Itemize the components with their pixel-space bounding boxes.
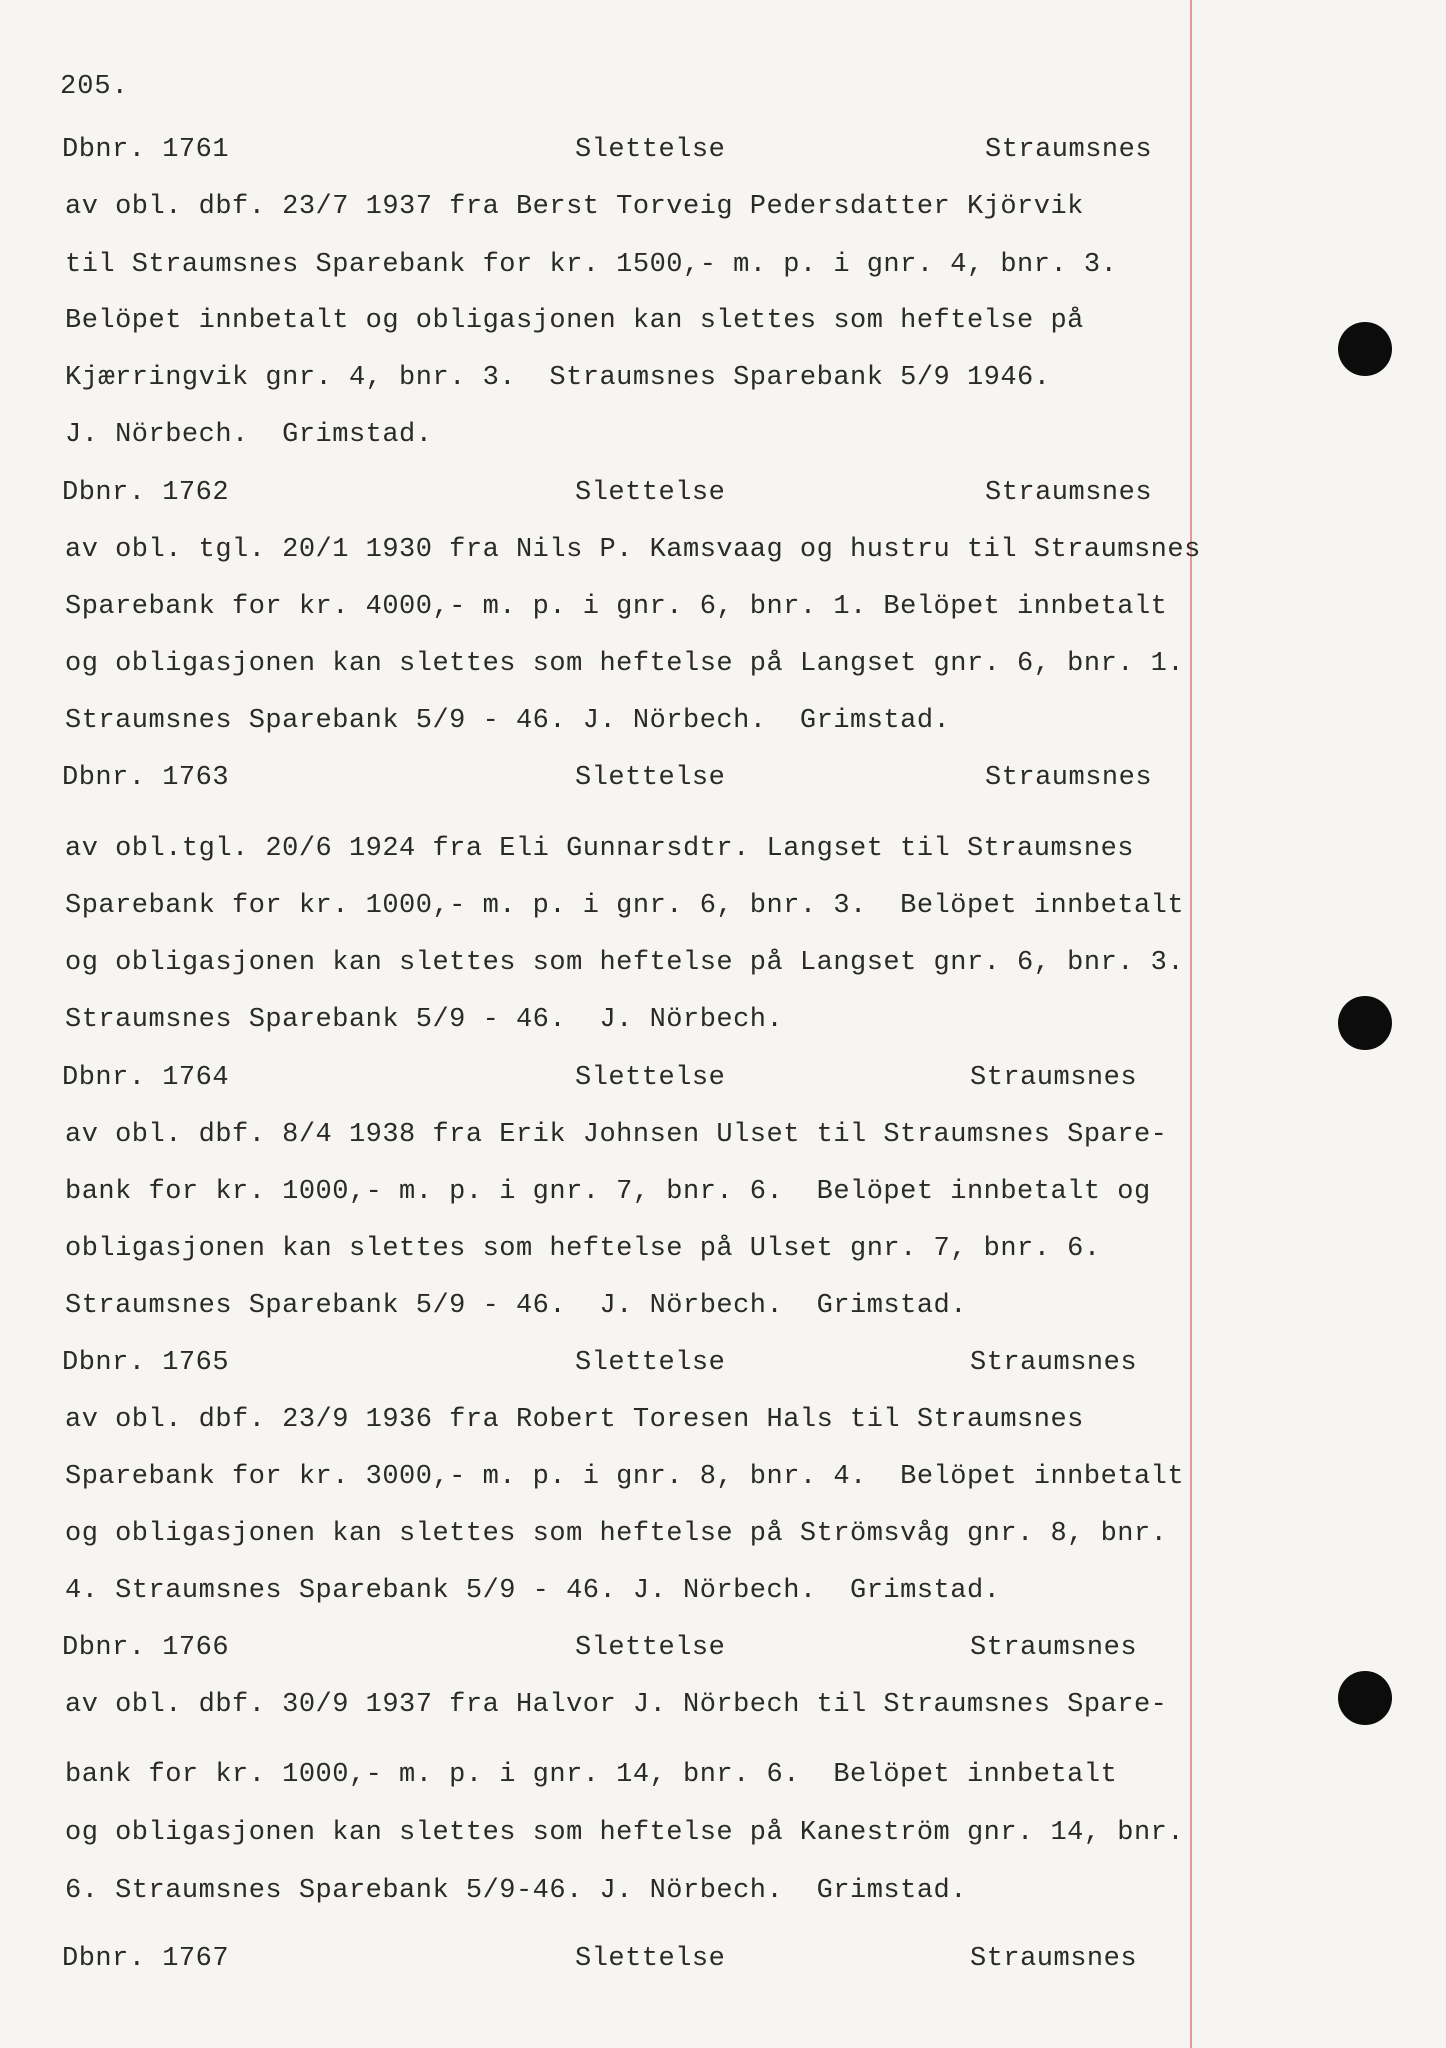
punch-hole-bottom bbox=[1338, 1671, 1392, 1725]
entry-place: Straumsnes bbox=[985, 135, 1153, 165]
entry-type: Slettelse bbox=[575, 478, 726, 508]
entry-place: Straumsnes bbox=[985, 478, 1153, 508]
entry-line: bank for kr. 1000,- m. p. i gnr. 7, bnr. 6. Belöpet innbetalt og bbox=[65, 1177, 1151, 1207]
entry-type: Slettelse bbox=[575, 1348, 726, 1378]
entry-dbnr: Dbnr. 1764 bbox=[62, 1063, 230, 1093]
entry-heading bbox=[0, 478, 1446, 518]
entry-dbnr: Dbnr. 1762 bbox=[62, 478, 230, 508]
entry-line: av obl. dbf. 23/7 1937 fra Berst Torveig Pedersdatter Kjörvik bbox=[65, 192, 1084, 222]
entry-place: Straumsnes bbox=[985, 763, 1153, 793]
entry-line: bank for kr. 1000,- m. p. i gnr. 14, bnr. 6. Belöpet innbetalt bbox=[65, 1760, 1118, 1790]
entry-type: Slettelse bbox=[575, 135, 726, 165]
entry-line: og obligasjonen kan slettes som heftelse på Kaneström gnr. 14, bnr. bbox=[65, 1818, 1185, 1848]
entry-line: 6. Straumsnes Sparebank 5/9-46. J. Nörbech. Grimstad. bbox=[65, 1876, 967, 1906]
punch-hole-middle bbox=[1338, 996, 1392, 1050]
entry-line: og obligasjonen kan slettes som heftelse på Langset gnr. 6, bnr. 1. bbox=[65, 649, 1185, 679]
entry-heading bbox=[0, 1063, 1446, 1103]
entry-line: J. Nörbech. Grimstad. bbox=[65, 420, 433, 450]
entry-line: Straumsnes Sparebank 5/9 - 46. J. Nörbech. Grimstad. bbox=[65, 1291, 967, 1321]
punch-hole-top bbox=[1338, 322, 1392, 376]
entry-place: Straumsnes bbox=[970, 1348, 1138, 1378]
entry-heading bbox=[0, 763, 1446, 803]
entry-place: Straumsnes bbox=[970, 1063, 1138, 1093]
entry-line: av obl. tgl. 20/1 1930 fra Nils P. Kamsvaag og hustru til Straumsnes bbox=[65, 535, 1201, 565]
entry-dbnr: Dbnr. 1765 bbox=[62, 1348, 230, 1378]
entry-line: Kjærringvik gnr. 4, bnr. 3. Straumsnes Sparebank 5/9 1946. bbox=[65, 363, 1051, 393]
entry-line: og obligasjonen kan slettes som heftelse på Langset gnr. 6, bnr. 3. bbox=[65, 948, 1185, 978]
entry-line: Sparebank for kr. 1000,- m. p. i gnr. 6, bnr. 3. Belöpet innbetalt bbox=[65, 891, 1185, 921]
entry-line: obligasjonen kan slettes som heftelse på Ulset gnr. 7, bnr. 6. bbox=[65, 1234, 1101, 1264]
entry-dbnr: Dbnr. 1763 bbox=[62, 763, 230, 793]
entry-type: Slettelse bbox=[575, 1944, 726, 1974]
entry-line: av obl. dbf. 30/9 1937 fra Halvor J. Nörbech til Straumsnes Spare- bbox=[65, 1690, 1168, 1720]
entry-line: til Straumsnes Sparebank for kr. 1500,- m. p. i gnr. 4, bnr. 3. bbox=[65, 250, 1118, 280]
entry-dbnr: Dbnr. 1767 bbox=[62, 1944, 230, 1974]
entry-place: Straumsnes bbox=[970, 1633, 1138, 1663]
entry-type: Slettelse bbox=[575, 1633, 726, 1663]
entry-line: Sparebank for kr. 3000,- m. p. i gnr. 8, bnr. 4. Belöpet innbetalt bbox=[65, 1462, 1185, 1492]
red-margin-line bbox=[1190, 0, 1192, 2048]
entry-line: og obligasjonen kan slettes som heftelse på Strömsvåg gnr. 8, bnr. bbox=[65, 1519, 1168, 1549]
entry-line: Sparebank for kr. 4000,- m. p. i gnr. 6, bnr. 1. Belöpet innbetalt bbox=[65, 592, 1168, 622]
entry-line: Straumsnes Sparebank 5/9 - 46. J. Nörbech. bbox=[65, 1005, 784, 1035]
entry-line: av obl. dbf. 23/9 1936 fra Robert Toresen Hals til Straumsnes bbox=[65, 1405, 1084, 1435]
entry-type: Slettelse bbox=[575, 763, 726, 793]
entry-line: av obl.tgl. 20/6 1924 fra Eli Gunnarsdtr. Langset til Straumsnes bbox=[65, 834, 1134, 864]
entry-line: av obl. dbf. 8/4 1938 fra Erik Johnsen Ulset til Straumsnes Spare- bbox=[65, 1120, 1168, 1150]
entry-heading bbox=[0, 1633, 1446, 1673]
entry-dbnr: Dbnr. 1766 bbox=[62, 1633, 230, 1663]
entry-place: Straumsnes bbox=[970, 1944, 1138, 1974]
page-number: 205. bbox=[60, 72, 129, 102]
entry-dbnr: Dbnr. 1761 bbox=[62, 135, 230, 165]
entry-heading bbox=[0, 1348, 1446, 1388]
entry-line: Belöpet innbetalt og obligasjonen kan slettes som heftelse på bbox=[65, 306, 1084, 336]
entry-line: 4. Straumsnes Sparebank 5/9 - 46. J. Nörbech. Grimstad. bbox=[65, 1576, 1001, 1606]
entry-heading bbox=[0, 1944, 1446, 1984]
entry-heading bbox=[0, 135, 1446, 175]
entry-type: Slettelse bbox=[575, 1063, 726, 1093]
entry-line: Straumsnes Sparebank 5/9 - 46. J. Nörbech. Grimstad. bbox=[65, 706, 951, 736]
